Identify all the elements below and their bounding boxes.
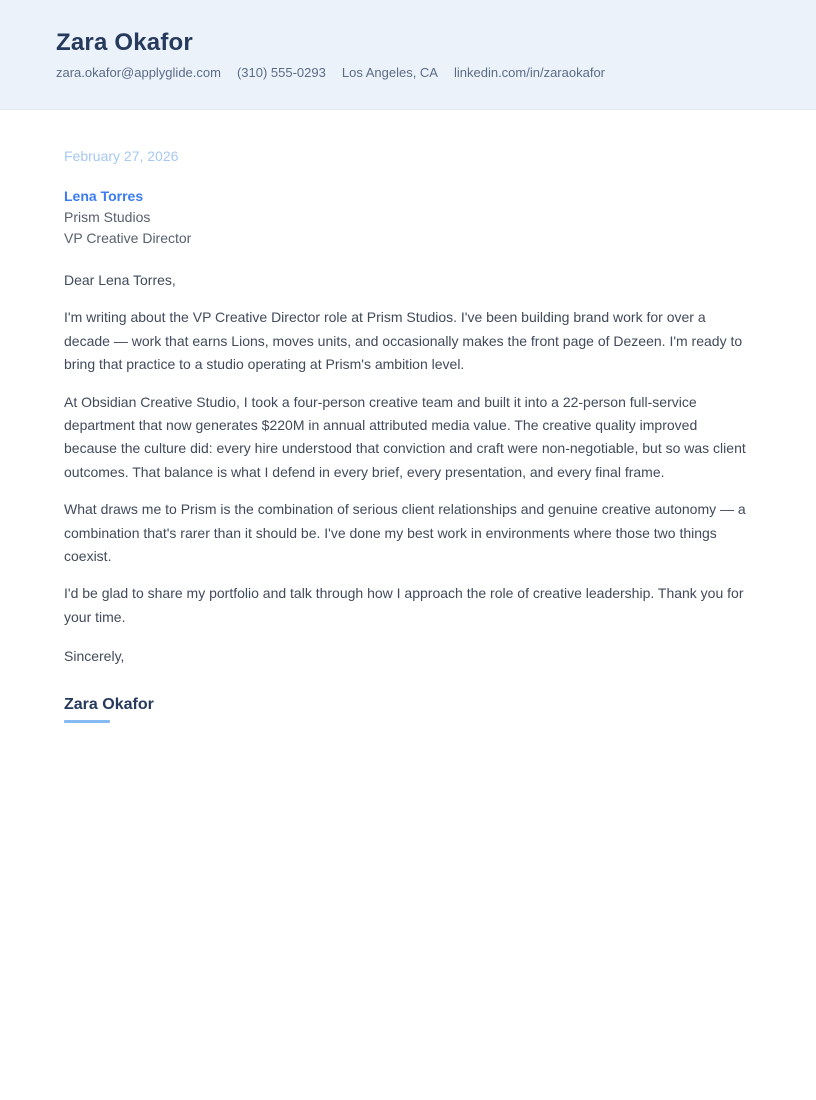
contact-row [56,65,760,81]
closing: Sincerely, [64,648,125,665]
letter-body [0,110,816,723]
signature-block [64,695,748,723]
letter-date: February 27, 2026 [64,148,179,164]
contact-linkedin: linkedin.com/in/zaraokafor [453,65,606,80]
paragraph-3: What draws me to Prism is the combination of serious client relationships and genuine creative autonomy — a combination that's rarer than it should be. I've done my best work in environments where those two things coexist. [64,501,746,565]
signature-underline [64,720,110,723]
paragraph-4: I'd be glad to share my portfolio and talk through how I approach the role of creative leadership. Thank you for your time. [64,585,744,625]
recipient-name: Lena Torres [64,188,144,204]
recipient-role: VP Creative Director [64,230,192,246]
letter-header [0,0,816,110]
contact-email: zara.okafor@applyglide.com [56,65,221,80]
sender-name: Zara Okafor [56,29,193,56]
signature-name: Zara Okafor [64,695,154,713]
letter-content [64,146,748,723]
contact-location: Los Angeles, CA [341,65,438,80]
recipient-block [64,186,748,249]
paragraph-1: I'm writing about the VP Creative Director role at Prism Studios. I've been building brand work for over a decade — work that earns Lions, moves units, and occasionally makes the front page of Dezeen. I'm ready to bring that practice to a studio operating at Prism's ambition level. [64,309,743,373]
paragraph-2: At Obsidian Creative Studio, I took a four-person creative team and built it into a 22-person full-service department that now generates $220M in annual attributed media value. The creative quality improved because the culture did: every hire understood that conviction and craft were non-negotiable, but so was client outcomes. That balance is what I defend in every brief, every presentation, and every final frame. [64,393,746,480]
salutation: Dear Lena Torres, [64,272,176,288]
contact-phone: (310) 555-0293 [236,65,326,80]
recipient-company: Prism Studios [64,209,151,225]
